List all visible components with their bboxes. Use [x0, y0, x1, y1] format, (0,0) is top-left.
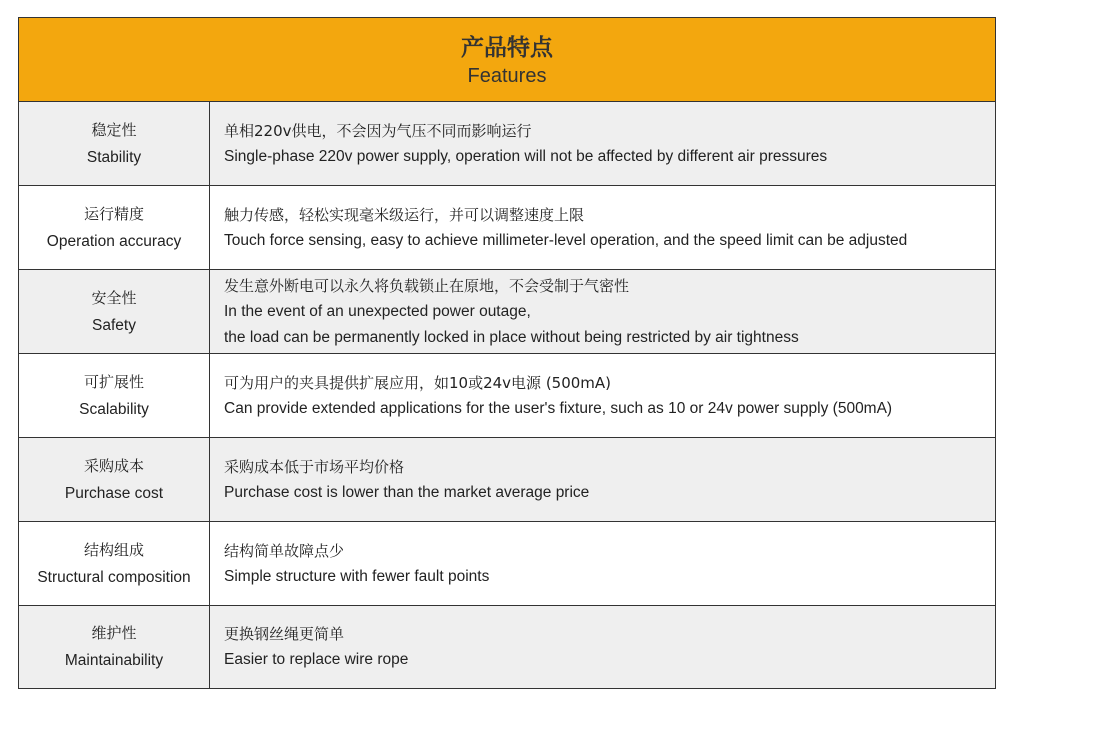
feature-desc-en: Easier to replace wire rope	[224, 651, 409, 668]
feature-name-zh: 采购成本	[83, 456, 144, 475]
feature-name-zh: 可扩展性	[83, 372, 144, 391]
feature-desc-zh: 触力传感，轻松实现毫米级运行，并可以调整速度上限	[224, 205, 585, 224]
feature-name-cell	[19, 522, 210, 605]
feature-name-en: Purchase cost	[64, 484, 164, 502]
table-row	[19, 522, 995, 606]
header-title-zh: 产品特点	[461, 35, 553, 61]
table-row	[19, 438, 995, 522]
feature-name-zh: 结构组成	[83, 540, 144, 559]
feature-name-cell	[19, 606, 210, 688]
feature-desc-cell	[210, 354, 995, 437]
feature-desc-en: Single-phase 220v power supply, operation will not be affected by different air pressures	[224, 147, 828, 165]
feature-name-cell	[19, 438, 210, 521]
feature-name-zh: 安全性	[91, 288, 137, 307]
feature-desc-cell	[210, 270, 995, 353]
feature-name-cell	[19, 270, 210, 353]
feature-desc-zh: 采购成本低于市场平均价格	[224, 457, 405, 476]
feature-name-en: Maintainability	[64, 652, 164, 669]
feature-desc-zh: 结构简单故障点少	[224, 541, 345, 560]
feature-desc-cell	[210, 102, 995, 185]
feature-name-en: Scalability	[79, 400, 149, 418]
feature-name-en: Safety	[92, 316, 136, 334]
feature-desc-en: Touch force sensing, easy to achieve millimeter-level operation, and the speed limit can be adjusted	[224, 231, 908, 249]
feature-desc-zh: 可为用户的夹具提供扩展应用，如10或24v电源 (500mA)	[224, 373, 612, 392]
header-title-en: Features	[467, 65, 547, 87]
feature-desc-zh: 单相220v供电，不会因为气压不同而影响运行	[224, 121, 532, 140]
feature-name-zh: 维护性	[91, 624, 137, 642]
table-row	[19, 186, 995, 270]
feature-name-cell	[19, 354, 210, 437]
feature-name-zh: 运行精度	[83, 204, 144, 223]
table-row	[19, 102, 995, 186]
feature-desc-en: Purchase cost is lower than the market average price	[224, 483, 590, 501]
feature-desc-en: In the event of an unexpected power outage,	[224, 302, 531, 320]
feature-desc-en-line2: the load can be permanently locked in place without being restricted by air tightness	[224, 328, 799, 346]
feature-desc-cell	[210, 438, 995, 521]
features-table	[18, 17, 996, 689]
feature-name-zh: 稳定性	[91, 120, 137, 139]
feature-name-en: Stability	[86, 148, 142, 166]
table-header	[19, 18, 995, 102]
feature-desc-cell	[210, 606, 995, 688]
table-row	[19, 606, 995, 688]
feature-desc-zh: 更换钢丝绳更简单	[224, 625, 345, 643]
feature-name-cell	[19, 102, 210, 185]
feature-desc-cell	[210, 522, 995, 605]
feature-desc-en: Can provide extended applications for the user's fixture, such as 10 or 24v power supply (500mA)	[224, 399, 893, 417]
feature-desc-zh: 发生意外断电可以永久将负载锁止在原地，不会受制于气密性	[224, 276, 630, 295]
feature-desc-en: Simple structure with fewer fault points	[224, 567, 490, 585]
table-row	[19, 270, 995, 354]
table-row	[19, 354, 995, 438]
feature-desc-cell	[210, 186, 995, 269]
feature-name-en: Structural composition	[37, 568, 191, 586]
feature-name-cell	[19, 186, 210, 269]
feature-name-en: Operation accuracy	[46, 232, 182, 250]
